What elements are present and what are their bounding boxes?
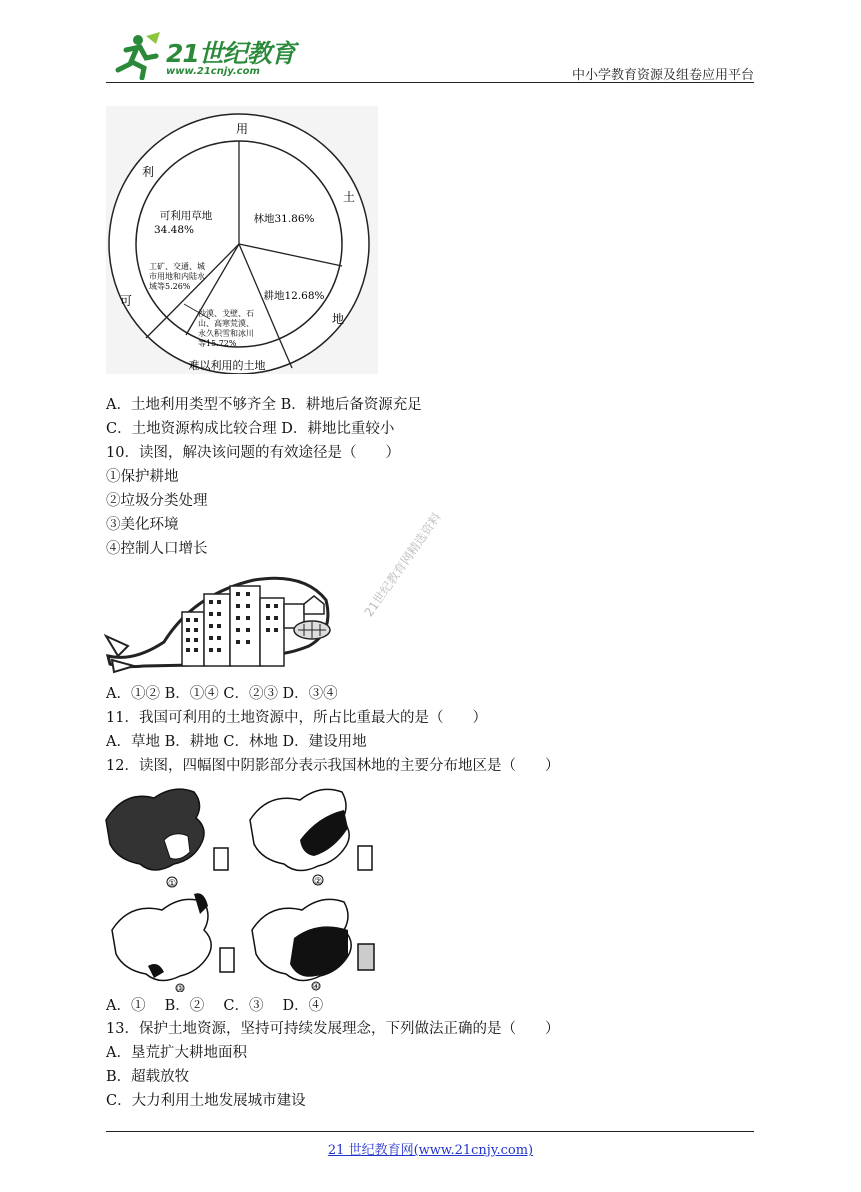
- map-label: ②: [313, 877, 323, 887]
- ring-label-bottom: 难以利用的土地: [188, 359, 266, 372]
- site-logo[interactable]: [106, 30, 296, 82]
- slice-label-desert: 永久积雪和冰川: [198, 329, 254, 338]
- urban-sprawl-illustration: [104, 572, 336, 674]
- q10-stem: 10．读图，解决该问题的有效途径是（ ）: [106, 445, 400, 461]
- ring-label: 用: [235, 122, 249, 136]
- map-label: ①: [167, 879, 177, 889]
- slice-label-grass: 可利用草地: [159, 210, 213, 222]
- page-header: [106, 30, 754, 83]
- china-maps-figure: [104, 780, 380, 992]
- q11-options: A．草地 B．耕地 C．林地 D．建设用地: [106, 734, 367, 750]
- map-label: ③: [176, 984, 184, 992]
- q10-item: ④控制人口增长: [106, 541, 208, 557]
- slice-label-farmland: 耕地12.68%: [263, 290, 325, 302]
- q10-item: ③美化环境: [106, 517, 179, 533]
- logo-url: www.21cnjy.com: [166, 66, 260, 77]
- q9-options-cd: C．土地资源构成比较合理 D．耕地比重较小: [106, 421, 395, 437]
- slice-label-urban: 工矿、交通、城: [149, 262, 205, 271]
- q13-option-c: C．大力利用土地发展城市建设: [106, 1093, 306, 1109]
- ring-label: 地: [331, 312, 345, 326]
- land-use-pie-chart: [106, 106, 378, 374]
- slice-label-desert: 山、高寒荒漠、: [198, 319, 254, 328]
- header-platform-text: 中小学教育资源及组卷应用平台: [571, 68, 754, 83]
- slice-label-urban: 市用地和内陆水: [149, 272, 205, 281]
- slice-label-desert: 沙漠、戈壁、石: [198, 309, 254, 318]
- watermark: 21世纪教育网精选资料: [361, 510, 444, 620]
- runner-icon: [106, 30, 164, 80]
- q13-option-a: A．垦荒扩大耕地面积: [106, 1045, 247, 1061]
- q10-options: A．①② B．①④ C．②③ D．③④: [106, 686, 338, 702]
- q13-stem: 13．保护土地资源，坚持可持续发展理念，下列做法正确的是（ ）: [106, 1021, 560, 1037]
- q9-options-ab: A．土地利用类型不够齐全 B．耕地后备资源充足: [106, 397, 422, 413]
- q11-stem: 11．我国可利用的土地资源中，所占比重最大的是（ ）: [106, 710, 487, 726]
- slice-label-forest: 林地31.86%: [253, 213, 315, 225]
- footer-divider: [106, 1131, 754, 1132]
- logo-text: 21世纪教育: [166, 39, 295, 68]
- slice-label-desert: 等15.72%: [198, 339, 237, 348]
- q13-option-b: B．超载放牧: [106, 1069, 190, 1085]
- map-label: ④: [312, 982, 320, 991]
- q10-item: ①保护耕地: [106, 469, 179, 485]
- q12-stem: 12．读图，四幅图中阴影部分表示我国林地的主要分布地区是（ ）: [106, 758, 560, 774]
- footer-link[interactable]: 21 世纪教育网(www.21cnjy.com): [327, 1143, 534, 1158]
- q12-options: A．① B．② C．③ D．④: [106, 998, 324, 1014]
- ring-label: 土: [342, 190, 356, 204]
- slice-label-grass-value: 34.48%: [153, 224, 195, 236]
- q10-item: ②垃圾分类处理: [106, 493, 208, 509]
- slice-label-urban: 域等5.26%: [149, 282, 191, 291]
- ring-label: 利: [141, 165, 155, 179]
- ring-label: 可: [119, 294, 133, 308]
